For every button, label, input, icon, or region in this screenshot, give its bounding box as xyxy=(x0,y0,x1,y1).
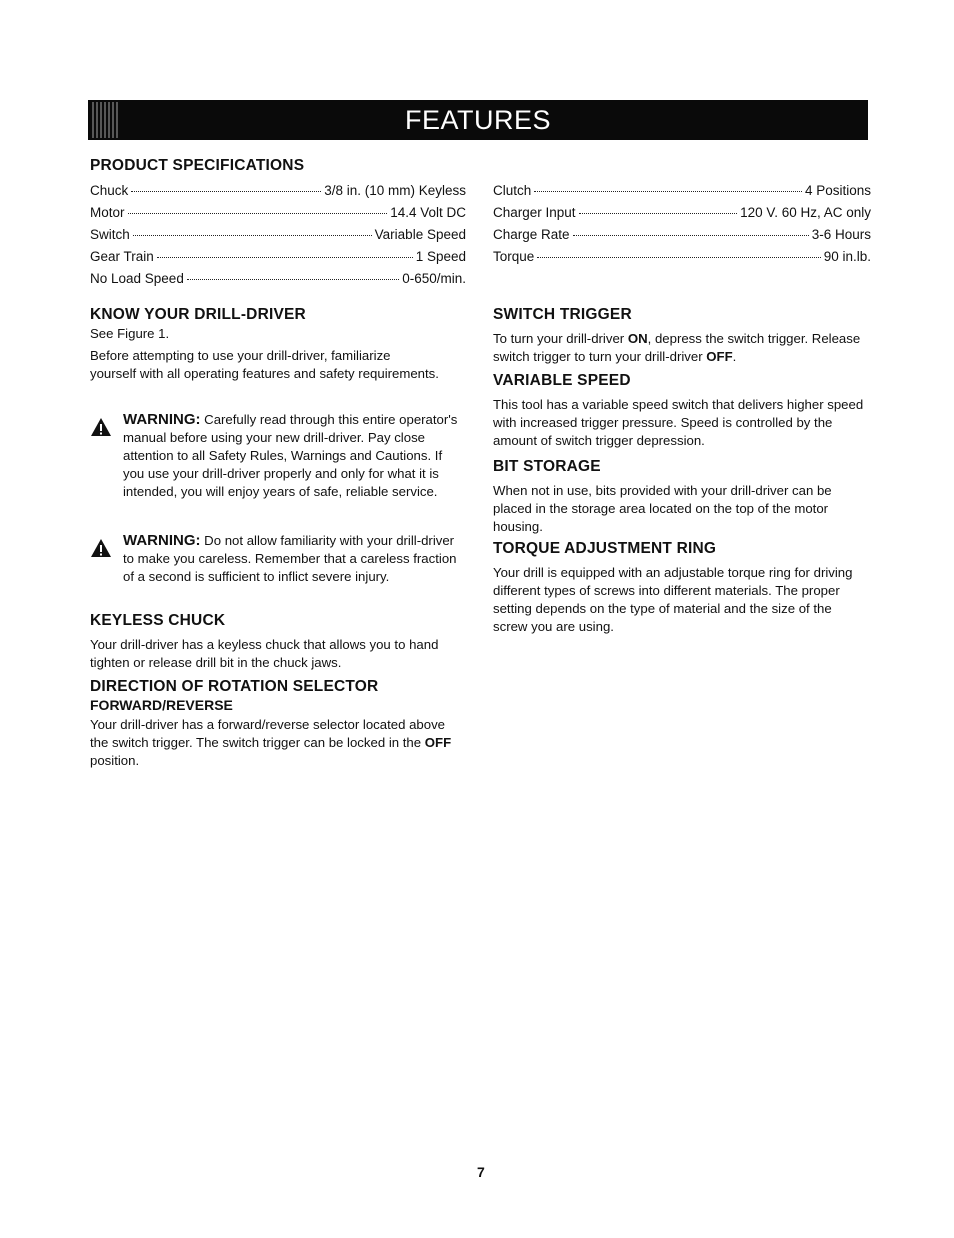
body-text: To turn your drill-driver xyxy=(493,331,628,346)
product-specifications-heading: PRODUCT SPECIFICATIONS xyxy=(90,157,305,174)
warning-block xyxy=(123,411,466,501)
spec-row xyxy=(90,227,466,247)
leader-dots xyxy=(573,234,809,236)
spec-value: 4 Positions xyxy=(804,183,871,198)
page-title: FEATURES xyxy=(404,104,551,135)
body-text: . xyxy=(732,349,737,364)
leader-dots xyxy=(128,212,388,214)
spec-label: Motor xyxy=(90,205,125,220)
switch-trigger-body xyxy=(493,330,863,366)
leader-dots xyxy=(133,234,372,236)
direction-selector-body xyxy=(90,716,466,770)
leader-dots xyxy=(534,190,802,192)
spec-label: Switch xyxy=(90,227,130,242)
warning-icon xyxy=(90,538,112,558)
body-bold: ON xyxy=(627,331,648,346)
body-text: position. xyxy=(90,753,140,768)
body-text: Your drill-driver has a forward/reverse selector located above the switch trigger. The switch trigger can be locked in the xyxy=(90,717,446,750)
know-your-drill-body: Before attempting to use your drill-driver, familiarize yourself with all operating features and safety requirements. xyxy=(90,348,439,381)
spec-value: 1 Speed xyxy=(415,249,466,264)
banner-decoration xyxy=(92,102,118,138)
spec-label: Gear Train xyxy=(90,249,154,264)
spec-row xyxy=(90,205,466,225)
bit-storage-body: When not in use, bits provided with your drill-driver can be placed in the storage area located on the top of the motor housing. xyxy=(493,483,832,534)
spec-value: 14.4 Volt DC xyxy=(390,205,466,220)
leader-dots xyxy=(187,278,399,280)
leader-dots xyxy=(537,256,820,258)
spec-label: Torque xyxy=(493,249,535,264)
warning-icon xyxy=(90,417,112,437)
spec-row xyxy=(493,227,871,247)
warning-block xyxy=(123,532,466,586)
leader-dots xyxy=(157,256,413,258)
see-figure-text: See Figure 1. xyxy=(90,326,170,341)
spec-value: 90 in.lb. xyxy=(823,249,871,264)
body-text: , depress the switch trigger. Release switch trigger to turn your drill-driver xyxy=(493,331,861,364)
leader-dots xyxy=(131,190,321,192)
direction-selector-heading: DIRECTION OF ROTATION SELECTOR xyxy=(90,678,379,695)
spec-value: 3-6 Hours xyxy=(811,227,871,242)
bit-storage-heading: BIT STORAGE xyxy=(493,458,601,475)
spec-label: Charge Rate xyxy=(493,227,570,242)
spec-value: Variable Speed xyxy=(374,227,466,242)
features-banner xyxy=(88,100,868,140)
variable-speed-heading: VARIABLE SPEED xyxy=(493,372,631,389)
warning-text: Carefully read through this entire operator's manual before using your new drill-driver. Pay close attention to all Safety Rules, Warnings and Cautions. If you use your drill-driver properly and only for what it is intended, you will enjoy years of safe, reliable service. xyxy=(123,412,458,499)
spec-value: 3/8 in. (10 mm) Keyless xyxy=(324,183,466,198)
spec-value: 0-650/min. xyxy=(402,271,466,286)
body-bold: OFF xyxy=(424,735,452,750)
torque-ring-heading: TORQUE ADJUSTMENT RING xyxy=(493,540,717,557)
torque-ring-body: Your drill is equipped with an adjustable torque ring for driving different types of screws into different materials. The proper setting depends on the type of material and the size of the screw you are using. xyxy=(493,565,853,634)
keyless-chuck-heading: KEYLESS CHUCK xyxy=(90,612,226,629)
spec-label: No Load Speed xyxy=(90,271,184,286)
page-number: 7 xyxy=(477,1164,485,1180)
switch-trigger-heading: SWITCH TRIGGER xyxy=(493,306,632,323)
spec-row xyxy=(493,249,871,269)
spec-row xyxy=(493,183,871,203)
keyless-chuck-body: Your drill-driver has a keyless chuck that allows you to hand tighten or release drill bit in the chuck jaws. xyxy=(90,637,439,670)
spec-label: Charger Input xyxy=(493,205,576,220)
spec-row xyxy=(90,271,466,291)
spec-row xyxy=(493,205,871,225)
spec-label: Chuck xyxy=(90,183,129,198)
spec-row xyxy=(90,249,466,269)
leader-dots xyxy=(579,212,738,214)
spec-value: 120 V. 60 Hz, AC only xyxy=(740,205,871,220)
warning-label: WARNING: xyxy=(123,532,201,549)
body-bold: OFF xyxy=(706,349,733,364)
spec-row xyxy=(90,183,466,203)
variable-speed-body: This tool has a variable speed switch that delivers higher speed with increased trigger pressure. Speed is controlled by the amount of switch trigger depression. xyxy=(493,397,864,448)
forward-reverse-subheading: FORWARD/REVERSE xyxy=(90,697,233,713)
know-your-drill-heading: KNOW YOUR DRILL-DRIVER xyxy=(90,306,306,323)
warning-text: Do not allow familiarity with your drill-driver to make you careless. Remember that a careless fraction of a second is sufficient to inflict severe injury. xyxy=(123,533,457,584)
warning-label: WARNING: xyxy=(123,411,201,428)
spec-label: Clutch xyxy=(493,183,532,198)
